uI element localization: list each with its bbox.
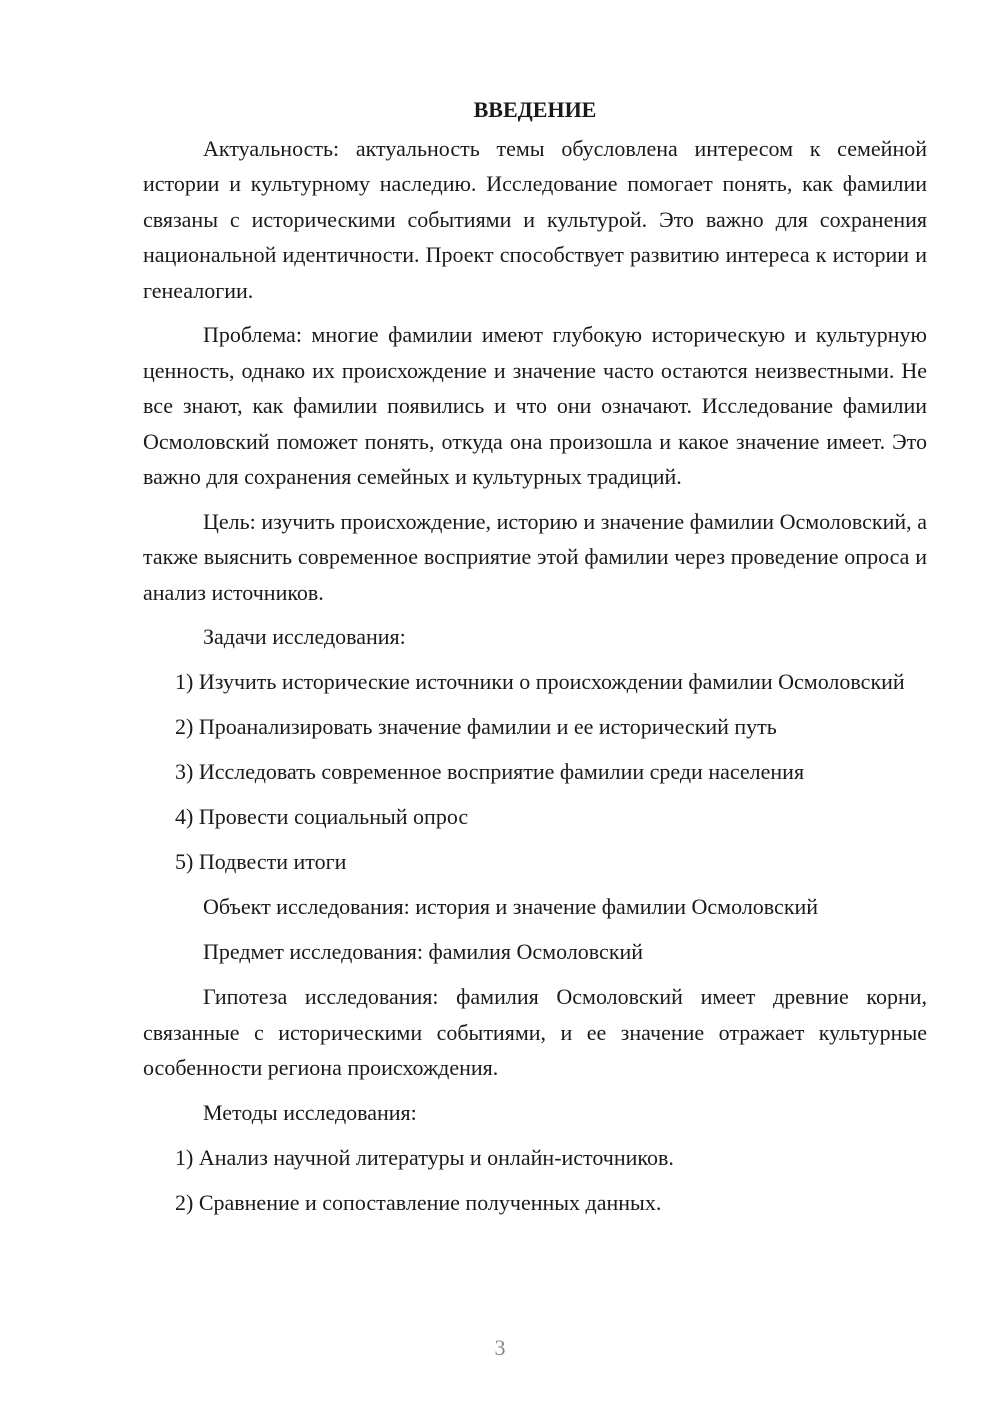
document-page	[143, 92, 927, 1230]
list-item: 1) Изучить исторические источники о происхождении фамилии Осмоловский	[175, 669, 905, 694]
subject-paragraph: Предмет исследования: фамилия Осмоловский	[203, 939, 644, 964]
methods-list	[143, 1140, 927, 1221]
list-item: 5) Подвести итоги	[175, 849, 347, 874]
relevance-paragraph: Актуальность: актуальность темы обусловлена интересом к семейной истории и культурному наследию. Исследование помогает понять, как фамилии связаны с историческими событиями и культурой. Это важно для сохранения национальной идентичности. Проект способствует развитию интереса к истории и генеалогии.	[143, 135, 927, 303]
list-item: 3) Исследовать современное восприятие фамилии среди населения	[175, 759, 805, 784]
page-number: 3	[494, 1335, 506, 1360]
hypothesis-paragraph: Гипотеза исследования: фамилия Осмоловский имеет древние корни, связанные с историческими событиями, и ее значение отражает культурные особенности региона происхождения.	[143, 984, 927, 1080]
goal-paragraph: Цель: изучить происхождение, историю и значение фамилии Осмоловский, а также выяснить современное восприятие этой фамилии через проведение опроса и анализ источников.	[143, 508, 927, 605]
list-item: 4) Провести социальный опрос	[175, 804, 469, 829]
problem-paragraph: Проблема: многие фамилии имеют глубокую историческую и культурную ценность, однако их происхождение и значение часто остаются неизвестными. Не все знают, как фамилии появились и что они означают. Исследование фамилии Осмоловский поможет понять, откуда она произошла и какое значение имеет. Это важно для сохранения семейных и культурных традиций.	[143, 322, 927, 489]
list-item: 1) Анализ научной литературы и онлайн-источников.	[175, 1144, 674, 1170]
object-paragraph: Объект исследования: история и значение фамилии Осмоловский	[203, 894, 819, 919]
list-item: 2) Сравнение и сопоставление полученных данных.	[175, 1189, 662, 1215]
page-title: ВВЕДЕНИЕ	[473, 97, 597, 122]
list-item: 2) Проанализировать значение фамилии и ее исторический путь	[175, 714, 777, 739]
methods-heading: Методы исследования:	[203, 1099, 417, 1125]
tasks-heading: Задачи исследования:	[203, 624, 406, 649]
tasks-list	[143, 664, 927, 880]
